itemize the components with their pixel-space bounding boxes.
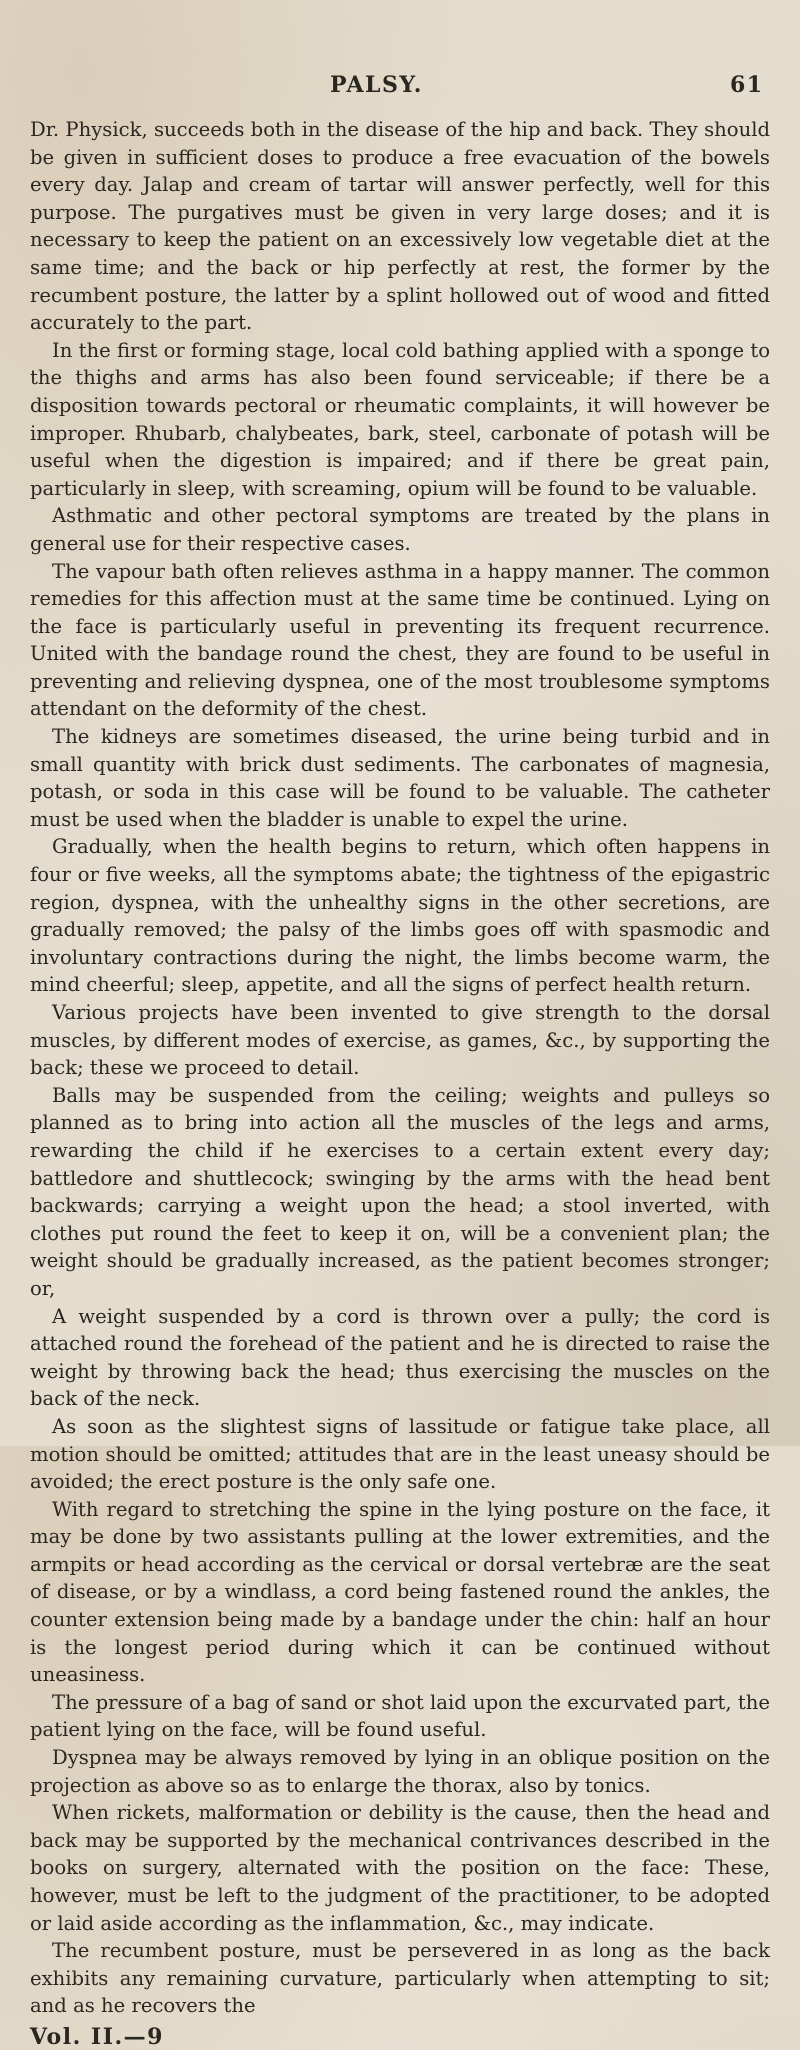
paragraph: Dyspnea may be always removed by lying in an oblique position on the projection as above so as to enlarge the thorax, also by tonics. [30, 1746, 770, 1797]
paragraph: Dr. Physick, succeeds both in the disease of the hip and back. They should be given in sufficient doses to produce a free evacuation of the bowels every day. Jalap and cream of tartar will answer perfectly, well for this purpose. The purgatives must be given in very large doses; and it is necessary to keep the patient on an excessively low vegetable diet at the same time; and the back or hip perfectly at rest, the former by the recumbent posture, the latter by a splint hollowed out of wood and fitted accurately to the part. [30, 118, 770, 335]
signature-mark: Vol. II.—9 [30, 2023, 164, 2050]
paragraph: As soon as the slightest signs of lassitude or fatigue take place, all motion should be omitted; attitudes that are in the least uneasy should be avoided; the erect posture is the only safe one. [30, 1414, 770, 1494]
paragraph: The vapour bath often relieves asthma in a happy manner. The common remedies for this affection must at the same time be continued. Lying on the face is particularly useful in preventing its frequent recurrence. United with the bandage round the chest, they are found to be useful in preventing and relieving dyspnea, one of the most troublesome symptoms attendant on the deformity of the chest. [30, 559, 770, 721]
paragraph: When rickets, malformation or debility is the cause, then the head and back may be supported by the mechanical contrivances described in the books on surgery, alternated with the position on the face: These, however, must be left to the judgment of the practitioner, to be adopted or laid aside according as the inflammation, &c., may indicate. [30, 1801, 770, 1935]
paragraph: The recumbent posture, must be persevered in as long as the back exhibits any remaining curvature, particularly when attempting to sit; and as he recovers the [30, 1939, 770, 2018]
paragraph: The pressure of a bag of sand or shot laid upon the excurvated part, the patient lying on the face, will be found useful. [30, 1690, 770, 1742]
paragraph: The kidneys are sometimes diseased, the urine being turbid and in small quantity with brick dust sediments. The carbonates of magnesia, potash, or soda in this case will be found to be valuable. The catheter must be used when the bladder is unable to expel the urine. [30, 725, 770, 831]
paragraph: Various projects have been invented to give strength to the dorsal muscles, by different modes of exercise, as games, &c., by supporting the back; these we proceed to detail. [30, 1001, 770, 1080]
paragraph: Balls may be suspended from the ceiling; weights and pulleys so planned as to bring into action all the muscles of the legs and arms, rewarding the child if he exercises to a certain extent every day; battledore and shuttlecock; swinging by the arms with the head bent backwards; carrying a weight upon the head; a stool inverted, with clothes put round the feet to keep it on, will be a convenient plan; the weight should be gradually increased, as the patient becomes stronger; or, [30, 1083, 770, 1300]
running-head [30, 52, 770, 98]
paragraph: In the first or forming stage, local cold bathing applied with a sponge to the thighs and arms has also been found serviceable; if there be a disposition towards pectoral or rheumatic complaints, it will however be improper. Rhubarb, chalybeates, bark, steel, carbonate of potash will be useful when the digestion is impaired; and if there be great pain, particularly in sleep, with screaming, opium will be found to be valuable. [30, 338, 770, 500]
paragraph: Asthmatic and other pectoral symptoms are treated by the plans in general use for their respective cases. [30, 504, 770, 555]
running-title: PALSY. [330, 72, 423, 98]
body-text [30, 116, 770, 2020]
paragraph: A weight suspended by a cord is thrown over a pully; the cord is attached round the forehead of the patient and he is directed to raise the weight by throwing back the head; thus exercising the muscles on the back of the neck. [30, 1304, 770, 1411]
page-number: 61 [730, 72, 764, 98]
paragraph: With regard to stretching the spine in the lying posture on the face, it may be done by two assistants pulling at the lower extremities, and the armpits or head according as the cervical or dorsal vertebræ are the seat of disease, or by a windlass, a cord being fastened round the ankles, the counter extension being made by a bandage under the chin: half an hour is the longest period during which it can be continued without uneasiness. [30, 1497, 770, 1687]
paragraph: Gradually, when the health begins to return, which often happens in four or five weeks, all the symptoms abate; the tightness of the epigastric region, dyspnea, with the unhealthy signs in the other secretions, are gradually removed; the palsy of the limbs goes off with spasmodic and involuntary contractions during the night, the limbs become warm, the mind cheerful; sleep, appetite, and all the signs of perfect health return. [30, 835, 770, 997]
